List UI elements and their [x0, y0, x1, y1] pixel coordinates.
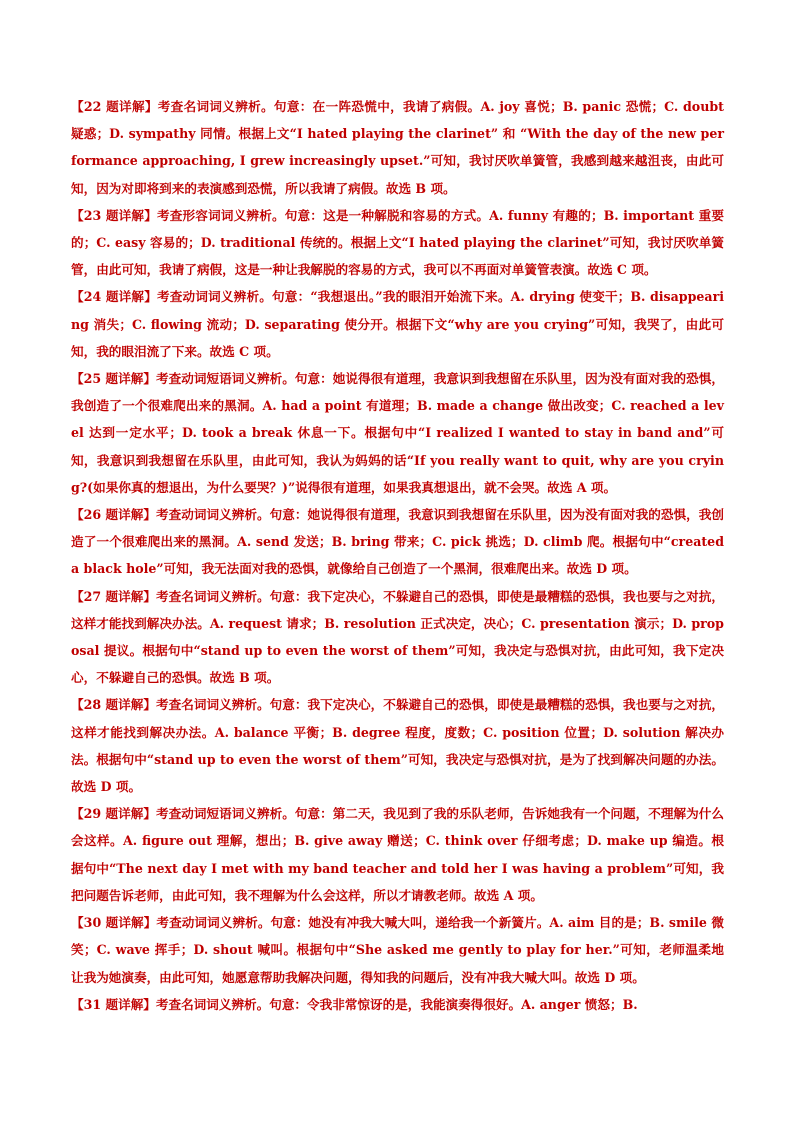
question-label: 【22 题详解】	[71, 99, 158, 114]
explanation-text: 考查名词词义辨析。句意：令我非常惊讶的是，我能演奏得很好。A. anger 愤怒；B.	[155, 996, 638, 1012]
answer-explanation-30	[71, 909, 724, 991]
explanation-text: 考查形容词词义辨析。句意：这是一种解脱和容易的方式。A. funny 有趣的；B. important 重要的；C. easy 容易的；D. traditional 传统的。根据上文“I hated playing the clarinet”可知，我讨厌吹单簧管，由此可知，我请了病假，这是一种让我解脱的容易的方式，我可以不再面对单簧管表演。故选 C 项。	[71, 207, 725, 278]
answer-explanation-31	[71, 991, 724, 1018]
question-label: 【28 题详解】	[71, 697, 157, 713]
explanation-text: 考查动词短语词义辨析。句意：她说得很有道理，我意识到我想留在乐队里，因为没有面对我的恐惧，我创造了一个很难爬出来的黑洞。A. had a point 有道理；B. made a change 做出改变；C. reached a level 达到一定水平；D. took a break 休息一下。根据句中“I realized I wanted to stay in band and”可知，我意识到我想留在乐队里，由此可知，我认为妈妈的话“If you really want to quit, why are you crying?(如果你真的想退出，为什么要哭？)”说得很有道理，如果我真想退出，就不会哭。故选 A 项。	[71, 371, 724, 495]
question-label: 【27 题详解】	[71, 588, 157, 604]
answer-explanation-25	[71, 365, 724, 501]
answer-explanation-23	[71, 202, 724, 284]
explanation-text: 考查名词词义辨析。句意：在一阵恐慌中，我请了病假。A. joy 喜悦；B. panic 恐慌；C. doubt 疑惑；D. sympathy 同情。根据上文“I hated playing the clarinet” 和 “With the day of the new performance approaching, I grew increasingly upset.”可知，我讨厌吹单簧管，我感到越来越沮丧，由此可知，因为对即将到来的表演感到恐慌，所以我请了病假。故选 B 项。	[71, 99, 724, 196]
answer-explanation-24	[71, 283, 724, 365]
explanation-text: 考查名词词义辨析。句意：我下定决心，不躲避自己的恐惧，即使是最糟糕的恐惧，我也要与之对抗，这样才能找到解决办法。A. balance 平衡；B. degree 程度，度数；C. position 位置；D. solution 解决办法。根据句中“stand up to even the worst of them”可知，我决定与恐惧对抗，是为了找到解决问题的办法。故选 D 项。	[71, 697, 724, 795]
question-label: 【24 题详解】	[71, 289, 157, 305]
explanation-text: 考查动词词义辨析。句意：“我想退出。”我的眼泪开始流下来。A. drying 使变干；B. disappearing 消失；C. flowing 流动；D. separating 使分开。根据下文“why are you crying”可知，我哭了，由此可知，我的眼泪流了下来。故选 C 项。	[71, 289, 724, 359]
document-body	[71, 93, 724, 1018]
explanation-text: 考查动词词义辨析。句意：她没有冲我大喊大叫，递给我一个新簧片。A. aim 目的是；B. smile 微笑；C. wave 挥手；D. shout 喊叫。根据句中“She asked me gently to play for her.”可知，老师温柔地让我为她演奏，由此可知，她愿意帮助我解决问题，得知我的问题后，没有冲我大喊大叫。故选 D 项。	[71, 915, 724, 985]
answer-explanation-27	[71, 583, 724, 692]
question-label: 【26 题详解】	[71, 507, 157, 523]
answer-explanation-22	[71, 93, 724, 202]
question-label: 【31 题详解】	[71, 996, 156, 1012]
answer-explanation-26	[71, 501, 724, 583]
explanation-text: 考查动词短语词义辨析。句意：第二天，我见到了我的乐队老师，告诉她我有一个问题，不理解为什么会这样。A. figure out 理解，想出；B. give away 赠送；C. think over 仔细考虑；D. make up 编造。根据句中“The next day I met with my band teacher and told her I was having a problem”可知，我把问题告诉老师，由此可知，我不理解为什么会这样，所以才请教老师。故选 A 项。	[71, 806, 724, 903]
explanation-text: 考查名词词义辨析。句意：我下定决心，不躲避自己的恐惧，即使是最糟糕的恐惧，我也要与之对抗，这样才能找到解决办法。A. request 请求；B. resolution 正式决定，决心；C. presentation 演示；D. proposal 提议。根据句中“stand up to even the worst of them”可知，我决定与恐惧对抗，由此可知，我下定决心，不躲避自己的恐惧。故选 B 项。	[71, 588, 724, 686]
question-label: 【29 题详解】	[71, 806, 157, 822]
question-label: 【23 题详解】	[71, 207, 157, 223]
answer-explanation-28	[71, 691, 724, 800]
question-label: 【30 题详解】	[71, 915, 157, 931]
question-label: 【25 题详解】	[71, 371, 157, 387]
answer-explanation-29	[71, 800, 724, 909]
explanation-text: 考查动词词义辨析。句意：她说得很有道理，我意识到我想留在乐队里，因为没有面对我的恐惧，我创造了一个很难爬出来的黑洞。A. send 发送；B. bring 带来；C. pick 挑选；D. climb 爬。根据句中“created a black hole”可知，我无法面对我的恐惧，就像给自己创造了一个黑洞，很难爬出来。故选 D 项。	[71, 507, 724, 577]
